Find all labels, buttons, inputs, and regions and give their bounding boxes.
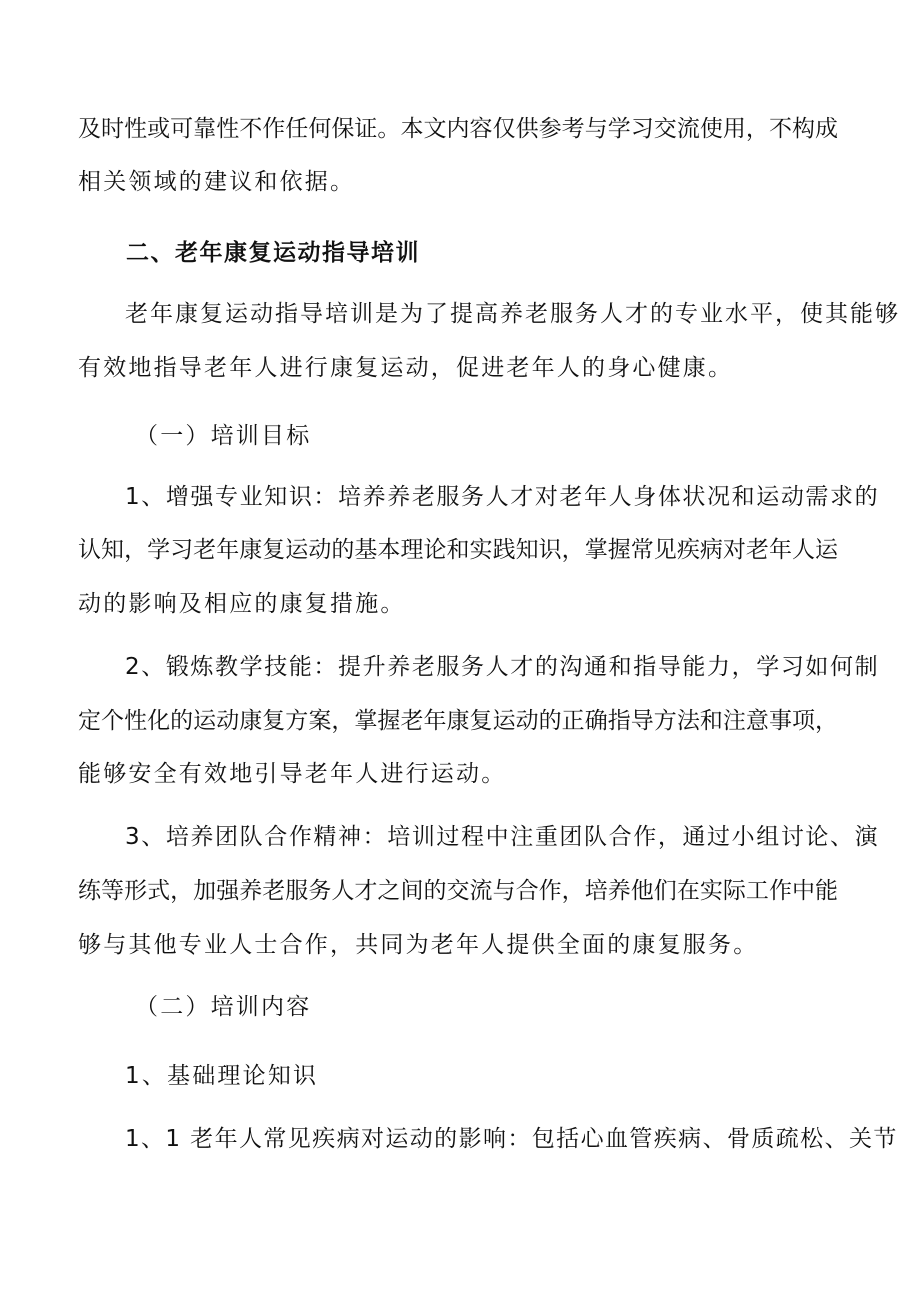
section-paragraph-line-2: 有效地指导老年人进行康复运动，促进老年人的身心健康。 — [78, 355, 734, 381]
content-item-1-1: 1、1 老年人常见疾病对运动的影响：包括心血管疾病、骨质疏松、关节 — [125, 1126, 898, 1152]
section-paragraph-line-1: 老年康复运动指导培训是为了提高养老服务人才的专业水平，使其能够 — [125, 301, 900, 327]
goal-item-1-line-3: 动的影响及相应的康复措施。 — [78, 591, 406, 617]
intro-line-1: 及时性或可靠性不作任何保证。本文内容仅供参考与学习交流使用，不构成 — [78, 116, 838, 142]
goal-item-2-line-2: 定个性化的运动康复方案，掌握老年康复运动的正确指导方法和注意事项， — [78, 708, 838, 734]
goal-item-3-line-1: 3、培养团队合作精神：培训过程中注重团队合作，通过小组讨论、演 — [125, 824, 880, 850]
intro-line-2: 相关领域的建议和依据。 — [78, 169, 356, 195]
subsection-heading-content: （二）培训内容 — [135, 994, 312, 1020]
subsection-heading-goals: （一）培训目标 — [135, 423, 312, 449]
goal-item-3-line-2: 练等形式，加强养老服务人才之间的交流与合作，培养他们在实际工作中能 — [78, 878, 838, 904]
goal-item-3-line-3: 够与其他专业人士合作，共同为老年人提供全面的康复服务。 — [78, 932, 759, 958]
goal-item-2-line-1: 2、锻炼教学技能：提升养老服务人才的沟通和指导能力，学习如何制 — [125, 654, 880, 680]
goal-item-1-line-1: 1、增强专业知识：培养养老服务人才对老年人身体状况和运动需求的 — [125, 484, 880, 510]
section-heading: 二、老年康复运动指导培训 — [126, 240, 420, 266]
goal-item-2-line-3: 能够安全有效地引导老年人进行运动。 — [78, 761, 507, 787]
goal-item-1-line-2: 认知，学习老年康复运动的基本理论和实践知识，掌握常见疾病对老年人运 — [78, 537, 838, 563]
content-item-1: 1、基础理论知识 — [125, 1063, 319, 1089]
